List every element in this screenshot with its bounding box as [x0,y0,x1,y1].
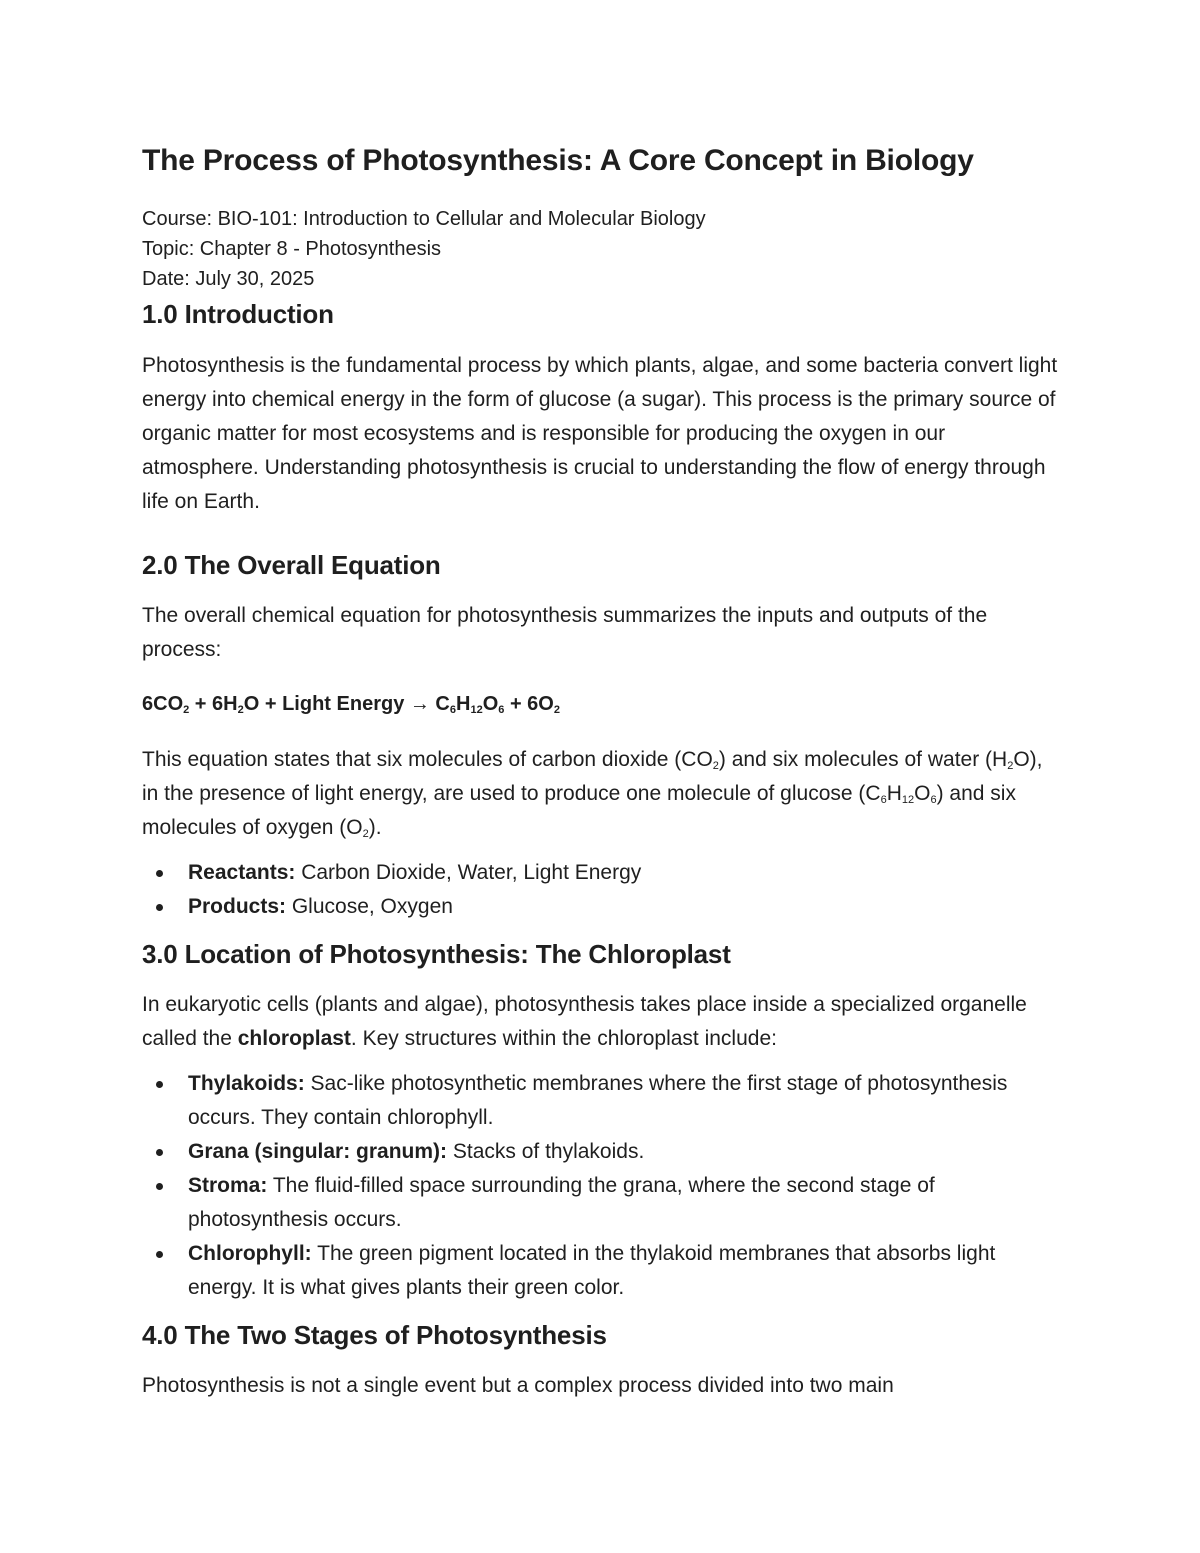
list-item: Stroma: The fluid-filled space surrounding the grana, where the second stage of photosynthesis occurs. [142,1169,1062,1237]
topic-line: Topic: Chapter 8 - Photosynthesis [142,238,442,260]
introduction-paragraph: Photosynthesis is the fundamental process by which plants, algae, and some bacteria convert light energy into chemical energy in the form of glucose (a sugar). This process is the primary source of organic matter for most ecosystems and is responsible for producing the oxygen in our atmosphere. Understanding photosynthesis is crucial to understanding the flow of energy through life on Earth. [142,354,1058,513]
equation-bullet-list [142,856,1062,924]
equation-explanation-paragraph: This equation states that six molecules of carbon dioxide $(CO_2)$ and six molecules of water $(H_2O)$, in the presence of light energy, are used to produce one molecule of glucose $(C_6H_{12}O_6)$ and six molecules of oxygen $(O_2)$. [142,748,1043,840]
chloroplast-bullet-list [142,1067,1062,1305]
course-line: Course: BIO-101: Introduction to Cellular and Molecular Biology [142,208,706,230]
chloroplast-paragraph: In eukaryotic cells (plants and algae), photosynthesis takes place inside a specialized organelle called the chloroplast. Key structures within the chloroplast include: [142,993,1027,1050]
section-heading-two-stages: 4.0 The Two Stages of Photosynthesis [142,1320,607,1350]
document-page [142,140,1062,1403]
date-line: Date: July 30, 2025 [142,268,315,290]
list-item: Products: Glucose, Oxygen [142,890,1062,924]
list-item: Reactants: Carbon Dioxide, Water, Light Energy [142,856,1062,890]
section-heading-overall-equation: 2.0 The Overall Equation [142,550,441,580]
list-item: Thylakoids: Sac-like photosynthetic membranes where the first stage of photosynthesis occurs. They contain chlorophyll. [142,1067,1062,1135]
photosynthesis-equation: $6CO_2 + 6H_2O$ + Light Energy → $C_6H_{12}O_6 + 6O_2$ [142,693,560,716]
section-heading-introduction: 1.0 Introduction [142,299,334,329]
equation-intro-paragraph: The overall chemical equation for photosynthesis summarizes the inputs and outputs of the process: [142,604,988,661]
document-meta [142,204,1062,294]
document-title: The Process of Photosynthesis: A Core Concept in Biology [142,144,974,177]
section-heading-chloroplast: 3.0 Location of Photosynthesis: The Chloroplast [142,939,731,969]
list-item: Chlorophyll: The green pigment located in the thylakoid membranes that absorbs light energy. It is what gives plants their green color. [142,1237,1062,1305]
two-stages-paragraph: Photosynthesis is not a single event but a complex process divided into two main [142,1374,894,1397]
list-item: Grana (singular: granum): Stacks of thylakoids. [142,1135,1062,1169]
